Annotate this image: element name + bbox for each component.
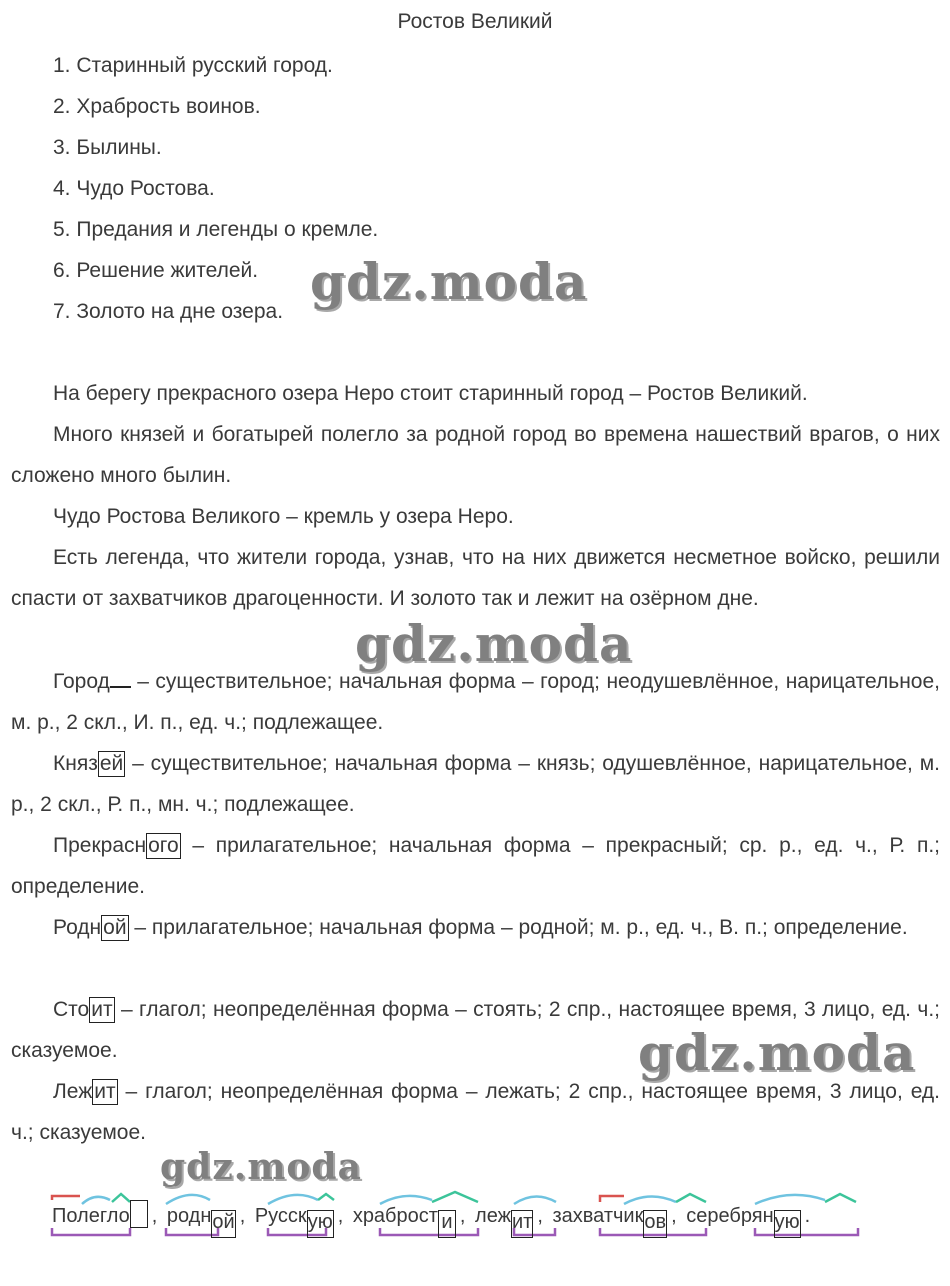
comma: , [671, 1205, 677, 1227]
morph-stem: Леж [53, 1080, 93, 1103]
morph-description: – существительное; начальная форма – город; неодушевлённое, нарицательное, м. р., 2 скл., И. п., ед. ч.; подлежащее. [11, 670, 940, 734]
ending-box [130, 1200, 148, 1228]
ending-box: ую [774, 1210, 801, 1238]
parse-stem: Русск [254, 1205, 307, 1227]
text-paragraph: Много князей и богатырей полегло за родной город во времена нашествий врагов, о них сложено много былин. [11, 423, 940, 487]
watermark-logo: gdz.moda [355, 614, 633, 673]
ending-box: ей [99, 752, 124, 775]
comma: , [537, 1205, 543, 1227]
comma: , [337, 1205, 344, 1227]
ending-box: ит [91, 998, 113, 1021]
parse-word [475, 1205, 533, 1238]
morph-description: – существительное; начальная форма – князь; одушевлённое, нарицательное, м. р., 2 скл., Р. п., мн. ч.; подлежащее. [11, 752, 940, 816]
ending-box: и [438, 1210, 456, 1238]
ending-box: ой [103, 916, 127, 939]
parse-word [167, 1205, 236, 1238]
parse-stem: захватчик [552, 1205, 644, 1227]
page-title: Ростов Великий [397, 10, 553, 33]
watermark-logo: gdz.moda [160, 1146, 362, 1188]
morph-description: – глагол; неопределённая форма – стоять; 2 спр., настоящее время, 3 лицо, ед. ч.; сказуемое. [11, 998, 940, 1062]
parse-stem: серебрян [686, 1205, 774, 1227]
plan-item: 1. Старинный русский город. [53, 54, 333, 77]
ending-box: ит [94, 1080, 116, 1103]
morph-stem: Город [53, 670, 110, 693]
plan-item: 4. Чудо Ростова. [53, 177, 215, 200]
morph-entry [11, 825, 940, 907]
ending-box: ую [307, 1210, 334, 1238]
comma: , [459, 1205, 466, 1227]
ending-box: ит [511, 1210, 533, 1238]
text-paragraph: Чудо Ростова Великого – кремль у озера Неро. [53, 505, 514, 528]
text-paragraph: Есть легенда, что жители города, узнав, что на них движется несметное войско, решили спасти от захватчиков драгоценности. И золото так и лежит на озёрном дне. [11, 546, 940, 610]
parse-stem: храброст [352, 1205, 438, 1227]
plan-item: 3. Былины. [53, 136, 162, 159]
parse-stem: родн [166, 1205, 212, 1227]
parse-word [686, 1205, 800, 1238]
morph-entry [11, 907, 940, 948]
morph-stem: Родн [53, 916, 102, 939]
morpheme-parse-line [52, 1200, 814, 1238]
morph-description: – прилагательное; начальная форма – родной; м. р., ед. ч., В. п.; определение. [128, 916, 908, 939]
watermark-logo: gdz.moda [638, 1023, 916, 1082]
plan-item: 7. Золото на дне озера. [53, 300, 284, 323]
morph-entry [11, 661, 940, 743]
comma: , [151, 1205, 158, 1227]
ending-box: ов [643, 1210, 667, 1238]
ending-box [110, 686, 131, 688]
text-paragraph: На берегу прекрасного озера Неро стоит старинный город – Ростов Великий. [53, 382, 808, 405]
parse-word [52, 1200, 148, 1228]
ending-box: ого [148, 834, 179, 857]
morph-entry [11, 1071, 940, 1153]
morph-stem: Княз [53, 752, 98, 775]
plan-item: 5. Предания и легенды о кремле. [53, 218, 379, 241]
suffix-mark [825, 1194, 856, 1202]
comma: , [239, 1205, 246, 1227]
ending-box: ой [211, 1210, 235, 1238]
morph-entry [11, 743, 940, 825]
watermark-logo: gdz.moda [310, 252, 588, 311]
morph-description: – прилагательное; начальная форма – прекрасный; ср. р., ед. ч., Р. п.; определение. [11, 834, 940, 898]
parse-word [353, 1205, 456, 1238]
period: . [804, 1205, 811, 1227]
parse-word [255, 1205, 334, 1238]
plan-item: 6. Решение жителей. [53, 259, 259, 282]
plan-item: 2. Храбрость воинов. [53, 95, 261, 118]
parse-word [552, 1205, 667, 1238]
morph-stem: Сто [53, 998, 90, 1021]
parse-stem: Полегло [52, 1205, 130, 1227]
morph-stem: Прекрасн [53, 834, 147, 857]
parse-stem: леж [475, 1205, 511, 1227]
morph-description: – глагол; неопределённая форма – лежать; 2 спр., настоящее время, 3 лицо, ед. ч.; сказуемое. [11, 1080, 940, 1144]
